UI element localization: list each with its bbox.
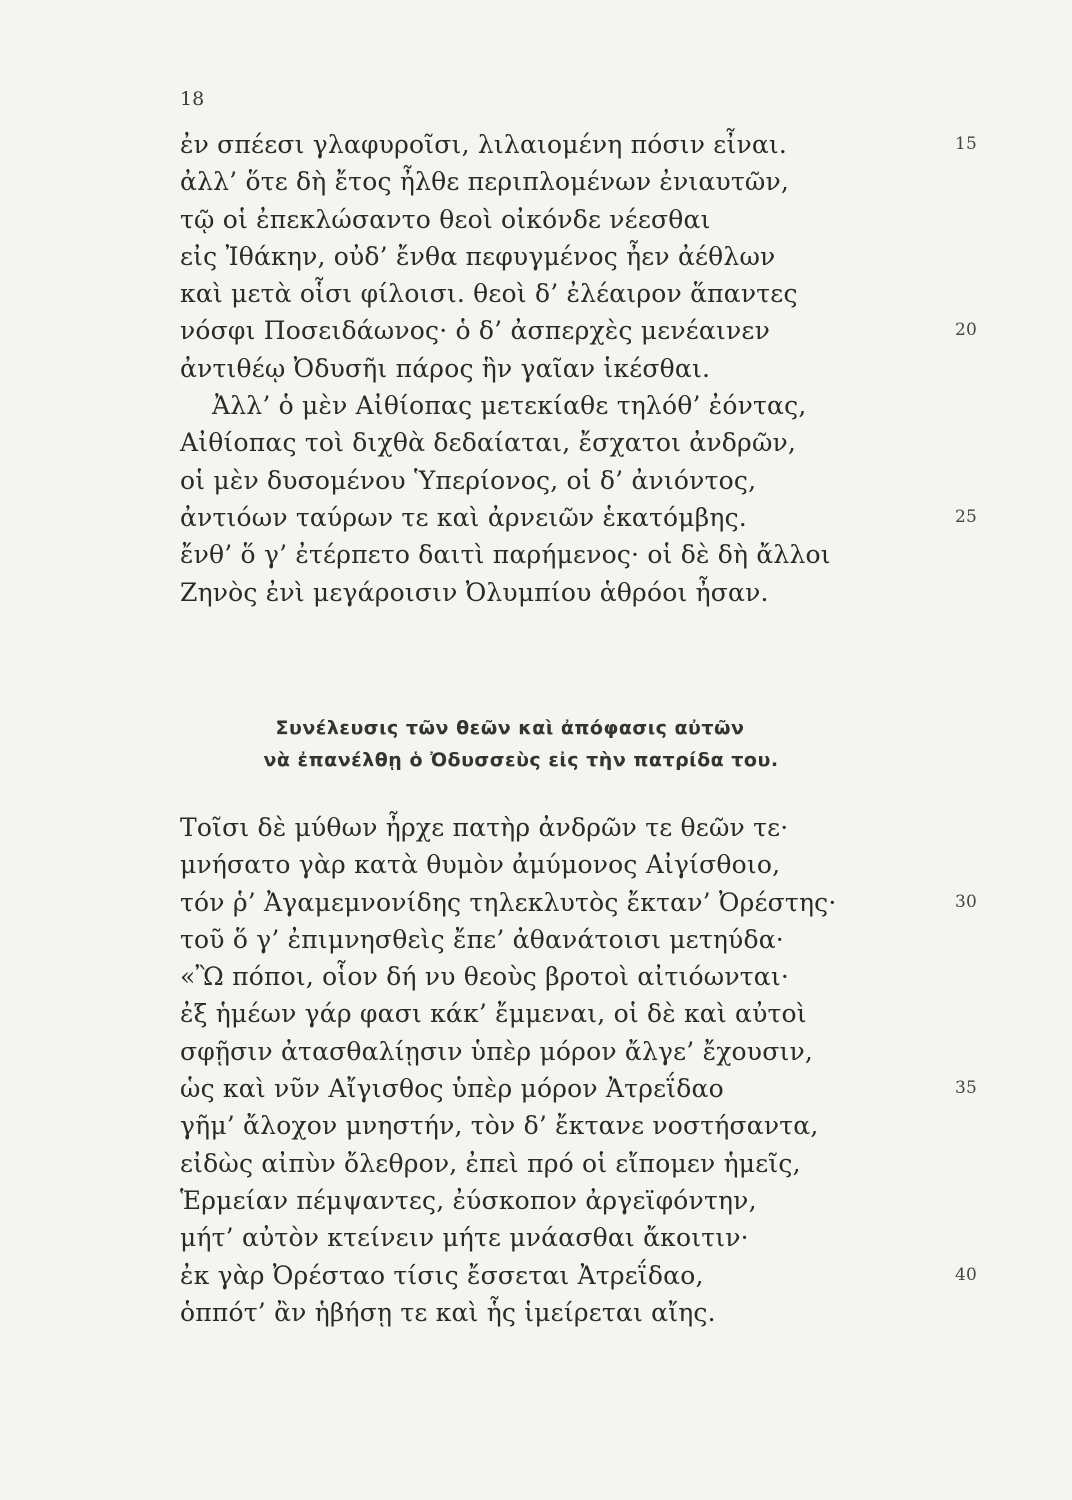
verse-text: τῷ οἱ ἐπεκλώσαντο θεοὶ οἰκόνδε νέεσθαι [180, 204, 711, 234]
verse-block-2 [180, 809, 1020, 1331]
verse-text: μνήσατο γὰρ κατὰ θυμὸν ἀμύμονος Αἰγίσθοιο, [180, 850, 781, 880]
verse-block-1 [180, 126, 1020, 611]
line-number: 25 [955, 506, 978, 527]
verse-text: ἐν σπέεσι γλαφυροῖσι, λιλαιομένη πόσιν εἶναι. [180, 130, 788, 159]
line-number: 15 [955, 134, 978, 154]
verse-text: μήτ’ αὐτὸν κτείνειν μήτε μνάασθαι ἄκοιτιν· [180, 1223, 749, 1253]
verse-text: οἱ μὲν δυσομένου Ὑπερίονος, οἱ δ’ ἀνιόντος, [180, 465, 757, 495]
verse-text: ἀντιθέῳ Ὀδυσῆι πάρος ἣν γαῖαν ἱκέσθαι. [180, 353, 711, 383]
verse-text: Ἀλλ’ ὁ μὲν Αἰθίοπας μετεκίαθε τηλόθ’ ἐόντας, [212, 391, 807, 421]
verse-line [180, 921, 1020, 958]
verse-line [180, 1145, 1020, 1182]
section-heading [200, 712, 820, 776]
verse-line [180, 275, 1020, 312]
verse-line [180, 238, 1020, 275]
verse-text: «Ὢ πόποι, οἷον δή νυ θεοὺς βροτοὶ αἰτιόωνται· [180, 962, 789, 992]
verse-text: εἰδὼς αἰπὺν ὄλεθρον, ἐπεὶ πρό οἱ εἴπομεν ἡμεῖς, [180, 1148, 801, 1178]
line-number: 40 [955, 1264, 978, 1285]
verse-text: εἰς Ἰθάκην, οὐδ’ ἔνθα πεφυγμένος ἦεν ἀέθλων [180, 241, 776, 271]
verse-line [180, 884, 1020, 921]
verse-text: ἔνθ’ ὅ γ’ ἐτέρπετο δαιτὶ παρήμενος· οἱ δὲ δὴ ἄλλοι [180, 540, 831, 570]
verse-line [180, 1257, 1020, 1294]
verse-text: ἐξ ἡμέων γάρ φασι κάκ’ ἔμμεναι, οἱ δὲ καὶ αὐτοὶ [180, 999, 807, 1029]
section-heading-line-2: νὰ ἐπανέλθῃ ὁ Ὀδυσσεὺς εἰς τὴν πατρίδα του. [263, 749, 779, 771]
verse-text: νόσφι Ποσειδάωνος· ὁ δ’ ἀσπερχὲς μενέαινεν [180, 316, 770, 346]
line-number: 30 [955, 891, 978, 912]
verse-line [180, 163, 1020, 200]
verse-text: γῆμ’ ἄλοχον μνηστήν, τὸν δ’ ἔκτανε νοστήσαντα, [180, 1111, 819, 1141]
verse-line [180, 536, 1020, 573]
verse-text: ἐκ γὰρ Ὀρέσταο τίσις ἔσσεται Ἀτρεΐδαο, [180, 1260, 704, 1290]
verse-line [180, 958, 1020, 995]
verse-line [180, 312, 1020, 349]
verse-line [180, 424, 1020, 461]
verse-line [180, 995, 1020, 1032]
line-number: 35 [955, 1078, 978, 1099]
verse-line [180, 1033, 1020, 1070]
verse-line [180, 846, 1020, 883]
verse-text: ἀντιόων ταύρων τε καὶ ἀρνειῶν ἑκατόμβης. [180, 502, 747, 532]
verse-text: ἀλλ’ ὅτε δὴ ἔτος ἦλθε περιπλομένων ἐνιαυτῶν, [180, 167, 790, 197]
verse-line [180, 462, 1020, 499]
verse-line [180, 1219, 1020, 1256]
verse-line [180, 126, 1020, 163]
verse-line [180, 809, 1020, 846]
verse-line [180, 201, 1020, 238]
verse-text: σφῇσιν ἀτασθαλίῃσιν ὑπὲρ μόρον ἄλγε’ ἔχουσιν, [180, 1036, 814, 1066]
page-number: 18 [180, 88, 205, 110]
verse-text: ὡς καὶ νῦν Αἴγισθος ὑπὲρ μόρον Ἀτρεΐδαο [180, 1074, 724, 1104]
verse-line [180, 574, 1020, 611]
verse-line [180, 1182, 1020, 1219]
line-number: 20 [955, 320, 978, 341]
verse-line [180, 1294, 1020, 1331]
verse-text: τόν ῥ’ Ἀγαμεμνονίδης τηλεκλυτὸς ἔκταν’ Ὀρέστης· [180, 887, 837, 917]
verse-text: Ζηνὸς ἐνὶ μεγάροισιν Ὀλυμπίου ἁθρόοι ἦσαν. [180, 577, 769, 607]
section-heading-line-1: Συνέλευσις τῶν θεῶν καὶ ἀπόφασις αὐτῶν [275, 717, 745, 739]
verse-line [180, 387, 1020, 424]
verse-line [180, 1070, 1020, 1107]
verse-text: ὁππότ’ ἂν ἡβήσῃ τε καὶ ἧς ἱμείρεται αἴης. [180, 1297, 716, 1327]
verse-text: καὶ μετὰ οἷσι φίλοισι. θεοὶ δ’ ἐλέαιρον ἅπαντες [180, 279, 798, 309]
verse-line [180, 350, 1020, 387]
verse-line [180, 1107, 1020, 1144]
verse-text: Τοῖσι δὲ μύθων ἦρχε πατὴρ ἀνδρῶν τε θεῶν τε· [180, 813, 789, 842]
verse-text: Αἰθίοπας τοὶ διχθὰ δεδαίαται, ἔσχατοι ἀνδρῶν, [180, 428, 797, 458]
verse-text: τοῦ ὅ γ’ ἐπιμνησθεὶς ἔπε’ ἀθανάτοισι μετηύδα· [180, 924, 784, 954]
verse-line [180, 499, 1020, 536]
verse-text: Ἑρμείαν πέμψαντες, ἐύσκοπον ἀργεϊφόντην, [180, 1185, 757, 1215]
